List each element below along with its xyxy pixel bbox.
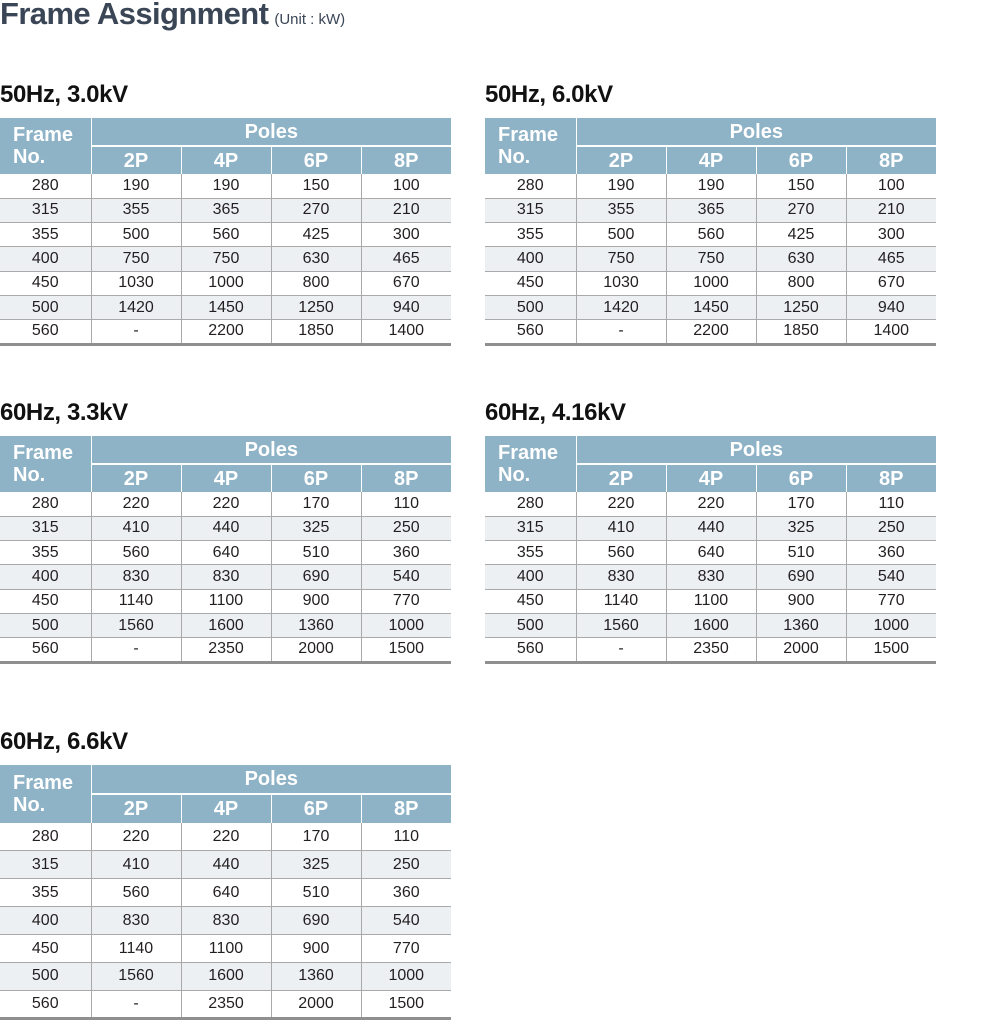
poles-header: Poles bbox=[91, 436, 451, 464]
kw-cell: 190 bbox=[576, 174, 666, 198]
table-row bbox=[0, 565, 451, 589]
frame-number-cell: 400 bbox=[0, 565, 91, 589]
kw-cell: 1360 bbox=[756, 613, 846, 637]
frame-number-cell: 560 bbox=[485, 320, 576, 344]
kw-cell: 2000 bbox=[756, 638, 846, 662]
pole-header: 2P bbox=[576, 464, 666, 492]
kw-cell: 1250 bbox=[756, 295, 846, 319]
frame-number-cell: 315 bbox=[485, 198, 576, 222]
kw-cell: 1850 bbox=[756, 320, 846, 344]
kw-cell: 560 bbox=[91, 541, 181, 565]
pole-header: 4P bbox=[181, 464, 271, 492]
kw-cell: 1000 bbox=[181, 271, 271, 295]
kw-cell: 2200 bbox=[666, 320, 756, 344]
kw-cell: 1360 bbox=[271, 962, 361, 990]
kw-cell: 830 bbox=[91, 907, 181, 935]
frame-no-header bbox=[485, 436, 576, 492]
frame-number-cell: 450 bbox=[485, 589, 576, 613]
table-row bbox=[485, 198, 936, 222]
frame-table bbox=[485, 436, 936, 664]
table-row bbox=[0, 320, 451, 344]
frame-table bbox=[0, 765, 451, 1020]
kw-cell: 1450 bbox=[666, 295, 756, 319]
frame-number-cell: 500 bbox=[485, 295, 576, 319]
kw-cell: 830 bbox=[576, 565, 666, 589]
frame-number-cell: 400 bbox=[485, 247, 576, 271]
kw-cell: 1500 bbox=[361, 990, 451, 1018]
kw-cell: 1500 bbox=[846, 638, 936, 662]
frame-number-cell: 280 bbox=[485, 492, 576, 516]
kw-cell: 150 bbox=[271, 174, 361, 198]
frame-label: Frame bbox=[13, 124, 74, 146]
frame-number-cell: 500 bbox=[485, 613, 576, 637]
kw-cell: 750 bbox=[666, 247, 756, 271]
frame-no-header bbox=[0, 436, 91, 492]
kw-cell: 1100 bbox=[181, 935, 271, 963]
table-row bbox=[0, 174, 451, 198]
frame-number-cell: 560 bbox=[0, 638, 91, 662]
kw-cell: 540 bbox=[361, 907, 451, 935]
kw-cell: 440 bbox=[666, 516, 756, 540]
kw-cell: 900 bbox=[271, 935, 361, 963]
table-row bbox=[0, 851, 451, 879]
pole-header: 2P bbox=[91, 464, 181, 492]
kw-cell: 210 bbox=[361, 198, 451, 222]
frame-number-cell: 560 bbox=[485, 638, 576, 662]
kw-cell: 1560 bbox=[576, 613, 666, 637]
kw-cell: 2000 bbox=[271, 638, 361, 662]
pole-header: 8P bbox=[361, 794, 451, 823]
kw-cell: 250 bbox=[361, 851, 451, 879]
kw-cell: 110 bbox=[361, 823, 451, 851]
kw-cell: 540 bbox=[361, 565, 451, 589]
kw-cell: 1560 bbox=[91, 613, 181, 637]
table-row bbox=[485, 247, 936, 271]
kw-cell: 355 bbox=[91, 198, 181, 222]
kw-cell: 325 bbox=[756, 516, 846, 540]
kw-cell: - bbox=[576, 320, 666, 344]
pole-header: 6P bbox=[271, 794, 361, 823]
table-row bbox=[485, 589, 936, 613]
kw-cell: 800 bbox=[271, 271, 361, 295]
frame-no-header bbox=[0, 765, 91, 823]
kw-cell: 900 bbox=[271, 589, 361, 613]
pole-header: 4P bbox=[666, 146, 756, 174]
frame-number-cell: 560 bbox=[0, 990, 91, 1018]
table-row bbox=[0, 516, 451, 540]
pole-header: 8P bbox=[361, 146, 451, 174]
frame-table bbox=[0, 436, 451, 664]
table-row bbox=[485, 516, 936, 540]
kw-cell: 750 bbox=[91, 247, 181, 271]
frame-table bbox=[0, 118, 451, 346]
frame-number-cell: 355 bbox=[485, 541, 576, 565]
kw-cell: 300 bbox=[361, 223, 451, 247]
kw-cell: 190 bbox=[91, 174, 181, 198]
kw-cell: - bbox=[91, 638, 181, 662]
page-title bbox=[0, 0, 345, 32]
kw-cell: 300 bbox=[846, 223, 936, 247]
pole-header: 4P bbox=[181, 794, 271, 823]
kw-cell: 640 bbox=[666, 541, 756, 565]
frame-number-cell: 355 bbox=[0, 223, 91, 247]
table-row bbox=[0, 935, 451, 963]
kw-cell: 2350 bbox=[181, 990, 271, 1018]
kw-cell: 940 bbox=[846, 295, 936, 319]
frame-number-cell: 355 bbox=[485, 223, 576, 247]
pole-header: 8P bbox=[846, 464, 936, 492]
table-row bbox=[0, 879, 451, 907]
table-row bbox=[0, 271, 451, 295]
kw-cell: 1420 bbox=[576, 295, 666, 319]
table-heading: 50Hz, 3.0kV bbox=[0, 81, 128, 108]
kw-cell: 2350 bbox=[666, 638, 756, 662]
table-row bbox=[485, 565, 936, 589]
kw-cell: 510 bbox=[271, 541, 361, 565]
kw-cell: 2350 bbox=[181, 638, 271, 662]
table-row bbox=[0, 198, 451, 222]
kw-cell: 425 bbox=[271, 223, 361, 247]
kw-cell: 830 bbox=[181, 565, 271, 589]
frame-number-cell: 450 bbox=[0, 271, 91, 295]
kw-cell: 1450 bbox=[181, 295, 271, 319]
frame-number-cell: 355 bbox=[0, 879, 91, 907]
pole-header: 2P bbox=[91, 794, 181, 823]
kw-cell: 410 bbox=[91, 516, 181, 540]
frame-number-cell: 315 bbox=[0, 516, 91, 540]
kw-cell: 1030 bbox=[576, 271, 666, 295]
kw-cell: 2000 bbox=[271, 990, 361, 1018]
pole-header: 4P bbox=[666, 464, 756, 492]
kw-cell: 465 bbox=[361, 247, 451, 271]
frame-number-cell: 500 bbox=[0, 295, 91, 319]
frame-number-cell: 280 bbox=[0, 823, 91, 851]
kw-cell: 440 bbox=[181, 516, 271, 540]
pole-header: 8P bbox=[361, 464, 451, 492]
table-row bbox=[0, 613, 451, 637]
kw-cell: 1000 bbox=[846, 613, 936, 637]
table-heading: 60Hz, 4.16kV bbox=[485, 399, 626, 426]
kw-cell: 690 bbox=[271, 907, 361, 935]
kw-cell: 670 bbox=[846, 271, 936, 295]
table-row bbox=[485, 223, 936, 247]
frame-no-label: No. bbox=[498, 464, 531, 486]
kw-cell: 210 bbox=[846, 198, 936, 222]
frame-number-cell: 400 bbox=[0, 907, 91, 935]
kw-cell: 830 bbox=[181, 907, 271, 935]
frame-number-cell: 315 bbox=[0, 198, 91, 222]
kw-cell: 325 bbox=[271, 851, 361, 879]
kw-cell: 1140 bbox=[576, 589, 666, 613]
kw-cell: - bbox=[576, 638, 666, 662]
kw-cell: 360 bbox=[846, 541, 936, 565]
kw-cell: 150 bbox=[756, 174, 846, 198]
kw-cell: 360 bbox=[361, 879, 451, 907]
table-row bbox=[485, 541, 936, 565]
kw-cell: 1100 bbox=[666, 589, 756, 613]
kw-cell: 1600 bbox=[666, 613, 756, 637]
kw-cell: 630 bbox=[756, 247, 846, 271]
table-row bbox=[485, 613, 936, 637]
frame-number-cell: 450 bbox=[0, 935, 91, 963]
kw-cell: 250 bbox=[361, 516, 451, 540]
table-row bbox=[0, 907, 451, 935]
kw-cell: 190 bbox=[181, 174, 271, 198]
frame-label: Frame bbox=[498, 442, 559, 464]
pole-header: 6P bbox=[271, 146, 361, 174]
kw-cell: 170 bbox=[271, 492, 361, 516]
kw-cell: 465 bbox=[846, 247, 936, 271]
kw-cell: 1140 bbox=[91, 589, 181, 613]
table-heading: 60Hz, 6.6kV bbox=[0, 728, 128, 755]
kw-cell: 900 bbox=[756, 589, 846, 613]
kw-cell: 1400 bbox=[361, 320, 451, 344]
kw-cell: 1420 bbox=[91, 295, 181, 319]
kw-cell: 1000 bbox=[666, 271, 756, 295]
kw-cell: 325 bbox=[271, 516, 361, 540]
table-row bbox=[485, 638, 936, 662]
table-row bbox=[0, 638, 451, 662]
kw-cell: 1000 bbox=[361, 962, 451, 990]
kw-cell: 630 bbox=[271, 247, 361, 271]
pole-header: 8P bbox=[846, 146, 936, 174]
frame-no-label: No. bbox=[13, 794, 46, 816]
kw-cell: 270 bbox=[756, 198, 846, 222]
kw-cell: 220 bbox=[91, 823, 181, 851]
kw-cell: 560 bbox=[666, 223, 756, 247]
kw-cell: 410 bbox=[576, 516, 666, 540]
poles-header: Poles bbox=[91, 765, 451, 794]
pole-header: 2P bbox=[91, 146, 181, 174]
kw-cell: 770 bbox=[846, 589, 936, 613]
kw-cell: 1850 bbox=[271, 320, 361, 344]
kw-cell: 1600 bbox=[181, 613, 271, 637]
kw-cell: 410 bbox=[91, 851, 181, 879]
kw-cell: - bbox=[91, 320, 181, 344]
kw-cell: 360 bbox=[361, 541, 451, 565]
kw-cell: 1100 bbox=[181, 589, 271, 613]
kw-cell: 690 bbox=[271, 565, 361, 589]
table-row bbox=[0, 823, 451, 851]
frame-table bbox=[485, 118, 936, 346]
kw-cell: 670 bbox=[361, 271, 451, 295]
table-heading: 50Hz, 6.0kV bbox=[485, 81, 613, 108]
kw-cell: 2200 bbox=[181, 320, 271, 344]
kw-cell: 425 bbox=[756, 223, 846, 247]
frame-number-cell: 450 bbox=[0, 589, 91, 613]
kw-cell: 800 bbox=[756, 271, 846, 295]
kw-cell: 1140 bbox=[91, 935, 181, 963]
frame-no-label: No. bbox=[13, 146, 46, 168]
kw-cell: 365 bbox=[666, 198, 756, 222]
kw-cell: 690 bbox=[756, 565, 846, 589]
kw-cell: 355 bbox=[576, 198, 666, 222]
kw-cell: - bbox=[91, 990, 181, 1018]
frame-number-cell: 500 bbox=[0, 962, 91, 990]
frame-label: Frame bbox=[13, 442, 74, 464]
table-row bbox=[0, 295, 451, 319]
kw-cell: 220 bbox=[91, 492, 181, 516]
poles-header: Poles bbox=[576, 436, 936, 464]
kw-cell: 1600 bbox=[181, 962, 271, 990]
table-heading: 60Hz, 3.3kV bbox=[0, 399, 128, 426]
poles-header: Poles bbox=[91, 118, 451, 146]
table-row bbox=[485, 271, 936, 295]
kw-cell: 1250 bbox=[271, 295, 361, 319]
kw-cell: 1000 bbox=[361, 613, 451, 637]
kw-cell: 560 bbox=[91, 879, 181, 907]
frame-label: Frame bbox=[498, 124, 559, 146]
frame-number-cell: 315 bbox=[0, 851, 91, 879]
kw-cell: 830 bbox=[91, 565, 181, 589]
kw-cell: 190 bbox=[666, 174, 756, 198]
kw-cell: 220 bbox=[181, 823, 271, 851]
kw-cell: 940 bbox=[361, 295, 451, 319]
pole-header: 4P bbox=[181, 146, 271, 174]
table-row bbox=[485, 295, 936, 319]
poles-header: Poles bbox=[576, 118, 936, 146]
table-row bbox=[485, 492, 936, 516]
kw-cell: 220 bbox=[181, 492, 271, 516]
frame-number-cell: 400 bbox=[0, 247, 91, 271]
table-row bbox=[485, 320, 936, 344]
pole-header: 6P bbox=[756, 146, 846, 174]
frame-label: Frame bbox=[13, 772, 74, 794]
frame-number-cell: 450 bbox=[485, 271, 576, 295]
kw-cell: 510 bbox=[756, 541, 846, 565]
frame-number-cell: 355 bbox=[0, 541, 91, 565]
kw-cell: 750 bbox=[181, 247, 271, 271]
frame-number-cell: 500 bbox=[0, 613, 91, 637]
frame-no-label: No. bbox=[498, 146, 531, 168]
kw-cell: 440 bbox=[181, 851, 271, 879]
kw-cell: 1360 bbox=[271, 613, 361, 637]
kw-cell: 500 bbox=[576, 223, 666, 247]
kw-cell: 830 bbox=[666, 565, 756, 589]
kw-cell: 170 bbox=[756, 492, 846, 516]
frame-no-header bbox=[485, 118, 576, 174]
kw-cell: 170 bbox=[271, 823, 361, 851]
kw-cell: 1560 bbox=[91, 962, 181, 990]
kw-cell: 540 bbox=[846, 565, 936, 589]
kw-cell: 750 bbox=[576, 247, 666, 271]
frame-number-cell: 280 bbox=[0, 492, 91, 516]
frame-no-header bbox=[0, 118, 91, 174]
kw-cell: 110 bbox=[361, 492, 451, 516]
kw-cell: 365 bbox=[181, 198, 271, 222]
frame-number-cell: 280 bbox=[485, 174, 576, 198]
kw-cell: 100 bbox=[361, 174, 451, 198]
kw-cell: 220 bbox=[576, 492, 666, 516]
kw-cell: 560 bbox=[576, 541, 666, 565]
table-row bbox=[0, 990, 451, 1018]
kw-cell: 100 bbox=[846, 174, 936, 198]
kw-cell: 770 bbox=[361, 589, 451, 613]
table-row bbox=[0, 962, 451, 990]
pole-header: 2P bbox=[576, 146, 666, 174]
kw-cell: 270 bbox=[271, 198, 361, 222]
kw-cell: 560 bbox=[181, 223, 271, 247]
kw-cell: 250 bbox=[846, 516, 936, 540]
page-title-text: Frame Assignment bbox=[0, 0, 269, 31]
table-row bbox=[0, 541, 451, 565]
frame-number-cell: 315 bbox=[485, 516, 576, 540]
table-row bbox=[485, 174, 936, 198]
table-row bbox=[0, 492, 451, 516]
frame-no-label: No. bbox=[13, 464, 46, 486]
frame-number-cell: 400 bbox=[485, 565, 576, 589]
table-row bbox=[0, 223, 451, 247]
pole-header: 6P bbox=[271, 464, 361, 492]
frame-number-cell: 560 bbox=[0, 320, 91, 344]
kw-cell: 770 bbox=[361, 935, 451, 963]
kw-cell: 220 bbox=[666, 492, 756, 516]
table-row bbox=[0, 589, 451, 613]
kw-cell: 500 bbox=[91, 223, 181, 247]
unit-note: (Unit : kW) bbox=[274, 11, 346, 28]
kw-cell: 110 bbox=[846, 492, 936, 516]
kw-cell: 1030 bbox=[91, 271, 181, 295]
kw-cell: 640 bbox=[181, 879, 271, 907]
table-row bbox=[0, 247, 451, 271]
frame-number-cell: 280 bbox=[0, 174, 91, 198]
kw-cell: 510 bbox=[271, 879, 361, 907]
pole-header: 6P bbox=[756, 464, 846, 492]
kw-cell: 1400 bbox=[846, 320, 936, 344]
kw-cell: 640 bbox=[181, 541, 271, 565]
kw-cell: 1500 bbox=[361, 638, 451, 662]
